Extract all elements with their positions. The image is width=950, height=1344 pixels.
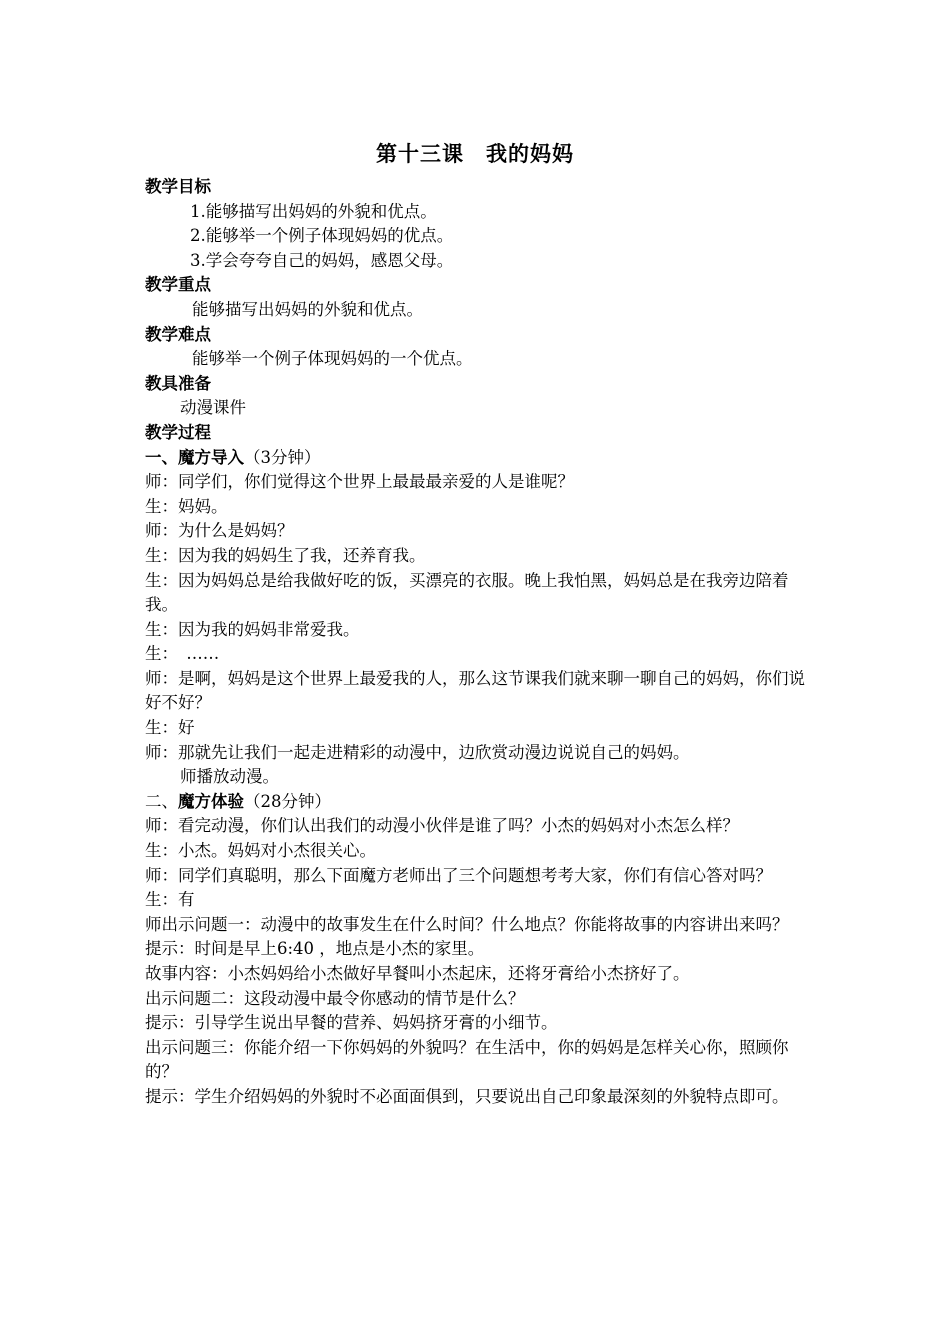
key-point-text: 能够描写出妈妈的外貌和优点。	[192, 299, 423, 319]
materials-heading: 教具准备	[145, 373, 211, 393]
dialogue-line: 提示：学生介绍妈妈的外貌时不必面面俱到，只要说出自己印象最深刻的外貌特点即可。	[145, 1086, 789, 1106]
dialogue-line: 师：那就先让我们一起走进精彩的动漫中，边欣赏动漫边说说自己的妈妈。	[145, 742, 690, 762]
dialogue-line: 生：小杰。妈妈对小杰很关心。	[145, 841, 376, 861]
part1-name: 魔方导入	[178, 447, 244, 467]
dialogue-line: 出示问题二：这段动漫中最令你感动的情节是什么？	[145, 988, 525, 1008]
dialogue-line: 生：因为我的妈妈生了我，还养育我。	[145, 545, 426, 565]
objective-item: 1.能够描写出妈妈的外貌和优点。	[190, 201, 437, 221]
dialogue-line: 生：因为妈妈总是给我做好吃的饭，买漂亮的衣服。晚上我怕黑，妈妈总是在我旁边陪着我。	[145, 570, 789, 615]
dialogue-line: 生：好	[145, 718, 195, 738]
dialogue-line: 生：因为我的妈妈非常爱我。	[145, 619, 360, 639]
dialogue-line: 师：同学们真聪明，那么下面魔方老师出了三个问题想考考大家，你们有信心答对吗？	[145, 865, 772, 885]
part1-time: （3分钟）	[244, 447, 321, 467]
dialogue-line: 生： ……	[145, 644, 220, 664]
dialogue-line: 师：是啊，妈妈是这个世界上最爱我的人，那么这节课我们就来聊一聊自己的妈妈，你们说好不好？	[145, 668, 805, 713]
dialogue-line: 出示问题三：你能介绍一下你妈妈的外貌吗？在生活中，你的妈妈是怎样关心你，照顾你的？	[145, 1037, 789, 1082]
part2-prefix: 二、	[145, 791, 178, 811]
page-title: 第十三课 我的妈妈	[376, 142, 574, 166]
dialogue-line: 生：妈妈。	[145, 496, 228, 516]
dialogue-line: 故事内容：小杰妈妈给小杰做好早餐叫小杰起床，还将牙膏给小杰挤好了。	[145, 964, 690, 983]
stage-direction: 师播放动漫。	[180, 767, 279, 787]
dialogue-line: 提示：时间是早上6:40 ，地点是小杰的家里。	[145, 939, 485, 959]
objective-item: 2.能够举一个例子体现妈妈的优点。	[190, 226, 454, 246]
part2-heading	[145, 790, 807, 815]
difficulty-text: 能够举一个例子体现妈妈的一个优点。	[192, 349, 473, 369]
difficulty-heading: 教学难点	[145, 324, 211, 344]
dialogue-line: 提示：引导学生说出早餐的营养、妈妈挤牙膏的小细节。	[145, 1013, 558, 1033]
process-heading: 教学过程	[145, 422, 211, 442]
lesson-content	[145, 175, 807, 1110]
dialogue-line: 生：有	[145, 890, 195, 910]
objective-item: 3.学会夸夸自己的妈妈，感恩父母。	[190, 250, 454, 270]
part1-heading	[145, 446, 807, 471]
dialogue-line: 师：看完动漫，你们认出我们的动漫小伙伴是谁了吗？小杰的妈妈对小杰怎么样？	[145, 816, 739, 836]
dialogue-line: 师出示问题一：动漫中的故事发生在什么时间？什么地点？你能将故事的内容讲出来吗？	[145, 914, 789, 934]
objectives-heading: 教学目标	[145, 177, 211, 196]
materials-text: 动漫课件	[180, 398, 246, 418]
key-point-heading: 教学重点	[145, 275, 211, 295]
dialogue-line: 师：为什么是妈妈？	[145, 521, 294, 541]
dialogue-line: 师：同学们，你们觉得这个世界上最最最亲爱的人是谁呢？	[145, 472, 574, 492]
part2-name: 魔方体验	[178, 791, 244, 811]
part1-prefix: 一、	[145, 447, 178, 467]
part2-time: （28分钟）	[244, 791, 331, 811]
